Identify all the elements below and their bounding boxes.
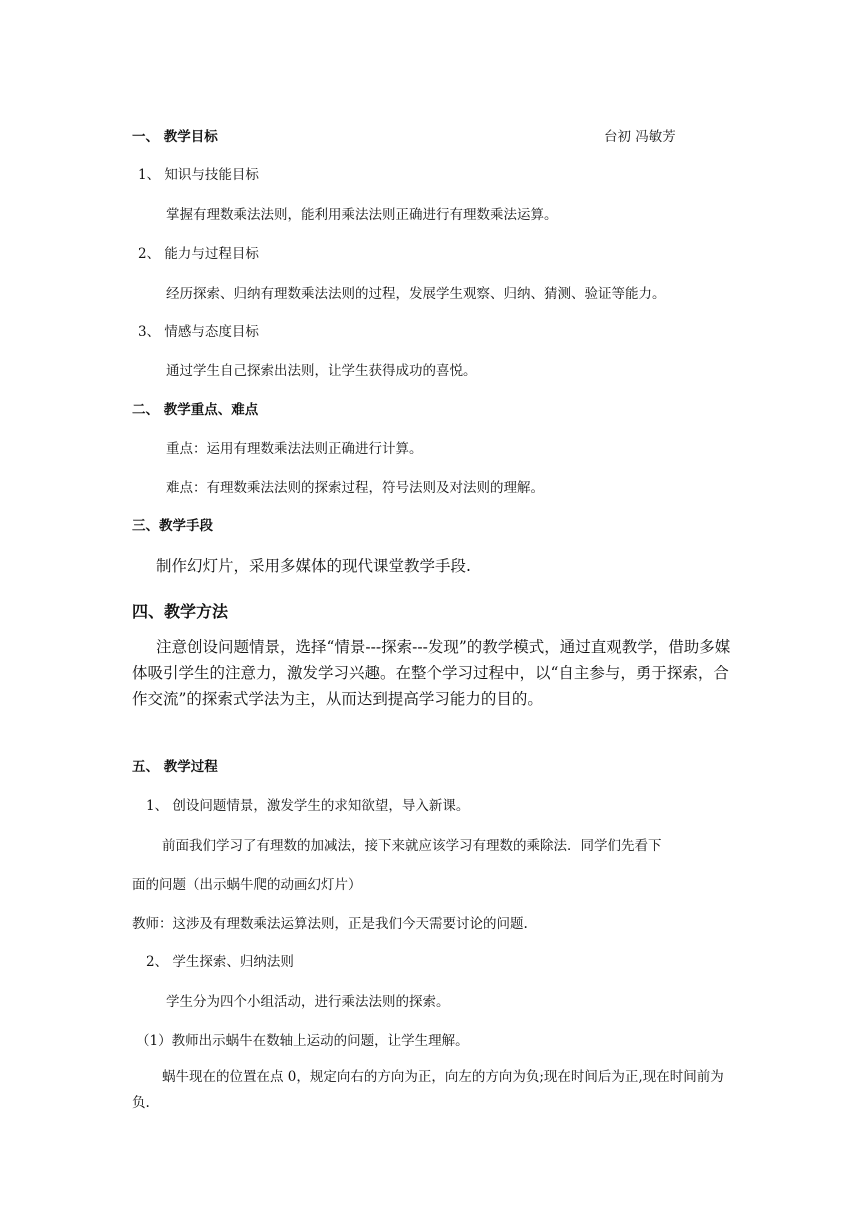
section-3-heading: 三、教学手段: [132, 518, 213, 534]
goal-3-heading: 3、 情感与态度目标: [138, 324, 259, 340]
section-3-text: 制作幻灯片，采用多媒体的现代课堂教学手段.: [156, 557, 471, 575]
step-1-text-a: 前面我们学习了有理数的加减法，接下来就应该学习有理数的乘除法．同学们先看下: [162, 838, 662, 854]
section-2-heading: 二、 教学重点、难点: [132, 402, 259, 418]
goal-2-heading: 2、 能力与过程目标: [138, 246, 259, 262]
key-point-text: 重点：运用有理数乘法法则正确进行计算。: [166, 441, 423, 457]
step-1-text-b: 面的问题（出示蜗牛爬的动画幻灯片）: [132, 877, 362, 893]
goal-2-text: 经历探索、归纳有理数乘法法则的过程，发展学生观察、归纳、猜测、验证等能力。: [166, 286, 666, 302]
snail-position-text: 蜗牛现在的位置在点 0，规定向右的方向为正，向左的方向为负;现在时间后为正,现在时间前为负.: [132, 1069, 724, 1111]
section-5-heading: 五、 教学过程: [132, 759, 218, 775]
step-2-text: 学生分为四个小组活动，进行乘法法则的探索。: [166, 994, 450, 1010]
goal-1-text: 掌握有理数乘法法则，能利用乘法法则正确进行有理数乘法运算。: [166, 207, 558, 223]
author-label: 台初 冯敏芳: [604, 129, 676, 145]
section-4-heading: 四、教学方法: [132, 602, 229, 621]
step-2-heading: 2、 学生探索、归纳法则: [146, 954, 294, 970]
section-4-text: 注意创设问题情景，选择“情景---探索---发现”的教学模式，通过直观教学，借助多媒体吸引学生的注意力，激发学习兴趣。在整个学习过程中，以“自主参与，勇于探索，合作交流”的探索式学法为主，从而达到提高学习能力的目的。: [132, 638, 731, 708]
difficult-point-text: 难点：有理数乘法法则的探索过程，符号法则及对法则的理解。: [166, 480, 544, 496]
step-1-heading: 1、 创设问题情景，激发学生的求知欲望，导入新课。: [146, 798, 470, 814]
section-1-heading: 一、 教学目标: [132, 129, 218, 145]
goal-3-text: 通过学生自己探索出法则，让学生获得成功的喜悦。: [166, 363, 477, 379]
question-1-text: （1）教师出示蜗牛在数轴上运动的问题，让学生理解。: [136, 1033, 469, 1049]
goal-1-heading: 1、 知识与技能目标: [138, 167, 259, 183]
teacher-remark: 教师：这涉及有理数乘法运算法则，正是我们今天需要讨论的问题.: [132, 916, 528, 932]
